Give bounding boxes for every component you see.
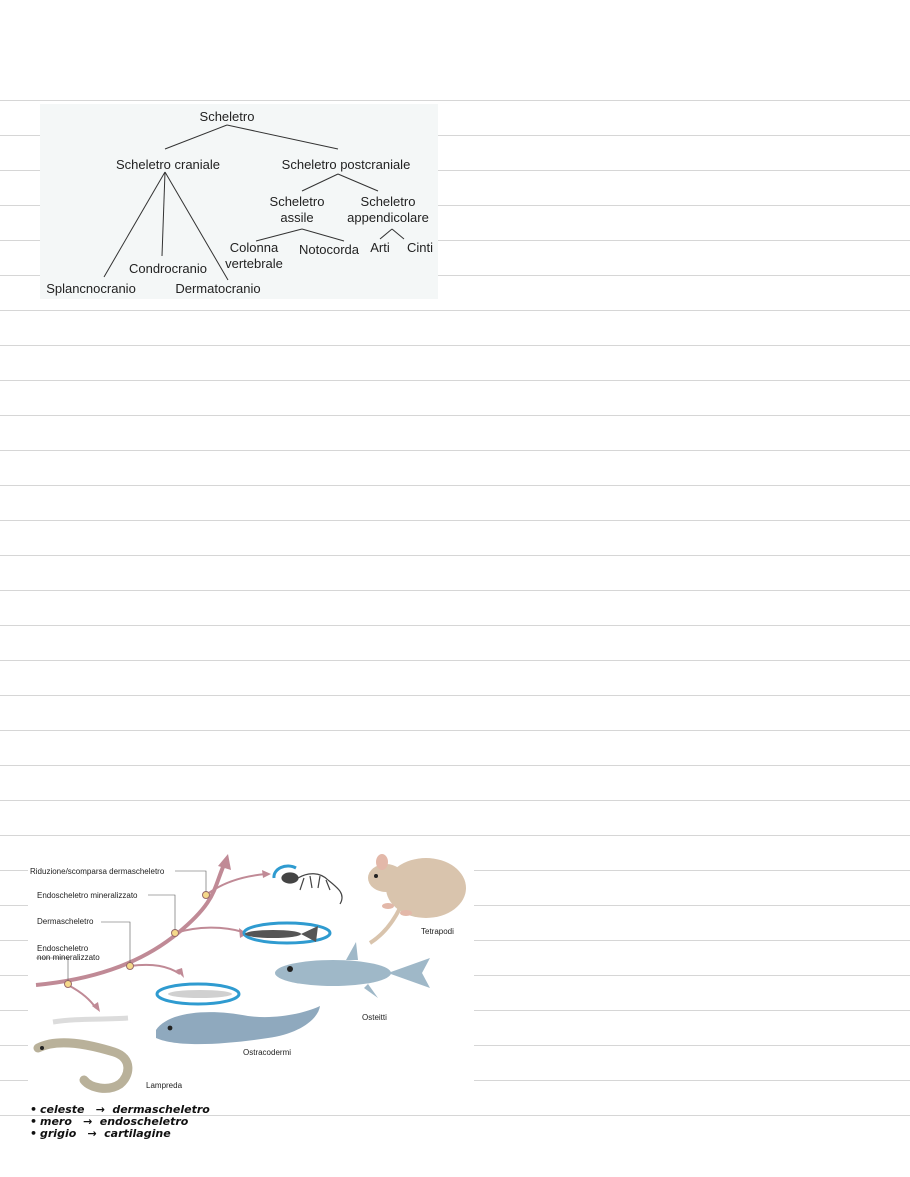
label-riduzione: Riduzione/scomparsa dermascheletro [30,867,165,876]
node-dermascheletro [127,963,134,970]
tree-dermatocranio-label: Dermatocranio [175,281,261,296]
bullet-icon: • [30,1103,38,1116]
label-endo-non-2: non mineralizzato [37,953,100,962]
ruled-line [0,450,910,451]
tree-cinti-label: Cinti [406,240,434,255]
ruled-line [0,835,910,836]
label-ostracodermi: Ostracodermi [243,1048,292,1057]
node-endo-non [65,981,72,988]
ruled-line [0,380,910,381]
ostracoderm-cartilage [168,990,232,998]
arrow-icon: → [87,1127,97,1140]
tree-append-label-2: appendicolare [347,210,429,225]
branch-ostracoderm [130,965,180,974]
legend-color: celeste [40,1103,85,1116]
label-lampreda: Lampreda [146,1081,183,1090]
ruled-line [0,520,910,521]
ruled-line [0,555,910,556]
label-dermascheletro: Dermascheletro [37,917,94,926]
legend-meaning: dermascheletro [112,1103,210,1116]
ruled-line [0,415,910,416]
label-endo-mineral: Endoscheletro mineralizzato [37,891,138,900]
skeleton-tree-figure [40,104,438,299]
tree-append-label-1: Scheletro [360,194,416,209]
skeleton-evolution-svg [28,848,474,1104]
ruled-line [0,345,910,346]
bullet-icon: • [30,1115,38,1128]
branch-lamprey [68,985,96,1008]
ruled-line [0,625,910,626]
legend-color: mero [40,1115,72,1128]
tree-notocorda-label: Notocorda [299,242,359,257]
tree-root-label: Scheletro [199,109,255,124]
tree-cranial-label: Scheletro craniale [115,157,221,172]
ruled-line [0,100,910,101]
ruled-line [0,310,910,311]
legend-meaning: cartilagine [104,1127,171,1140]
arrow-icon: → [95,1103,105,1116]
tree-splancnocranio-label: Splancnocranio [46,281,136,296]
tetrapod-skeleton [282,873,342,904]
tree-assile-label-2: assile [280,210,314,225]
ruled-line [0,765,910,766]
skeleton-tree-svg [40,104,438,299]
label-tetrapodi: Tetrapodi [421,927,454,936]
tree-arti-label: Arti [370,240,390,255]
osteichthyes-fish [275,942,430,998]
branch-tetrapod-arrowhead [262,870,271,878]
arrow-icon: → [83,1115,93,1128]
ruled-line [0,485,910,486]
label-endo-non-1: Endoscheletro [37,944,89,953]
lamprey-cartilage [53,1018,128,1022]
skeleton-evolution-figure [28,848,474,1104]
tree-condrocranio-label: Condrocranio [128,261,208,276]
node-endo-mineral [172,930,179,937]
legend-meaning: endoscheletro [99,1115,189,1128]
lamprey [38,1043,128,1089]
ostracoderm-fish [156,1006,320,1044]
tree-postcranial-label: Scheletro postcraniale [281,157,411,172]
ruled-line [0,695,910,696]
ruled-line [0,800,910,801]
handwritten-legend [30,1104,330,1140]
ruled-line [0,660,910,661]
legend-color: grigio [40,1127,77,1140]
main-branch-arrowhead [218,854,231,870]
bullet-icon: • [30,1127,38,1140]
ruled-line [0,730,910,731]
node-riduzione [203,892,210,899]
label-osteitti: Osteitti [362,1013,387,1022]
tree-colonna-label-2: vertebrale [225,256,283,271]
tree-assile-label-1: Scheletro [269,194,325,209]
tree-colonna-label-1: Colonna [229,240,279,255]
ruled-line [0,590,910,591]
legend-row [30,1128,330,1140]
